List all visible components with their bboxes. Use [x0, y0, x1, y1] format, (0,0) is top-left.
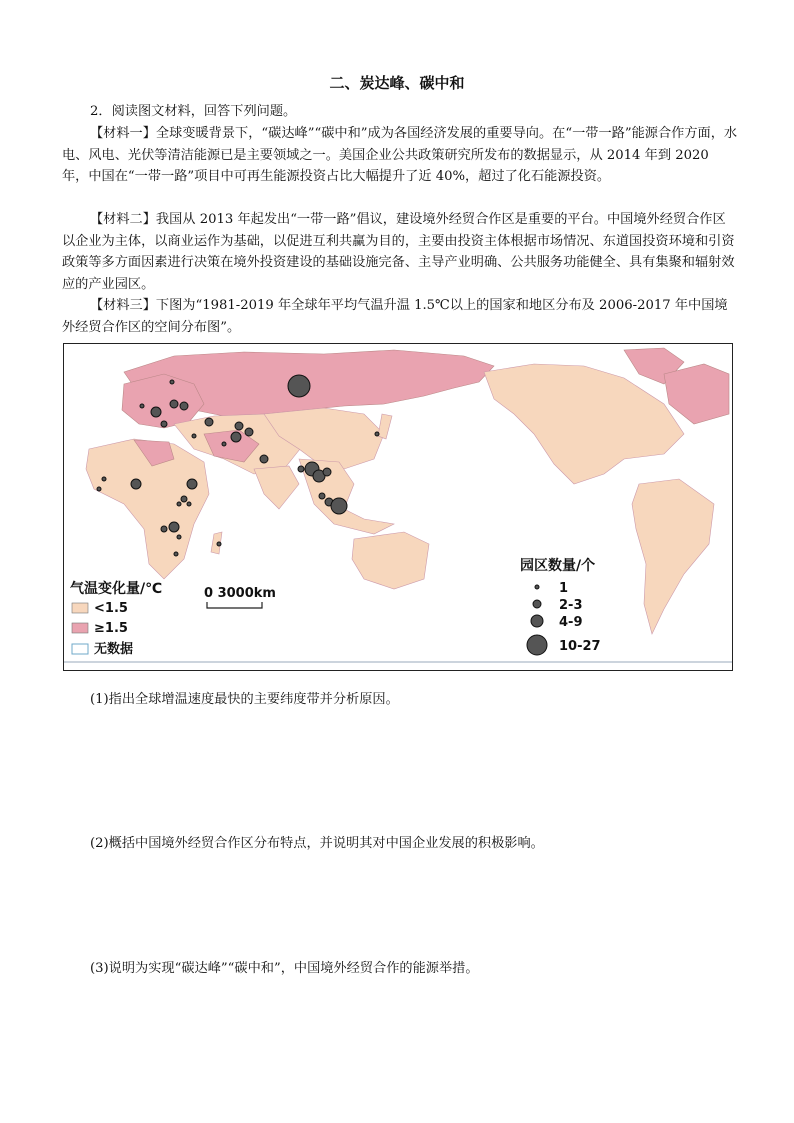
legend-park-label-3: 4-9	[559, 615, 583, 630]
section-title: 二、炭达峰、碳中和	[329, 74, 465, 92]
material-three: 【材料三】下图为“1981-2019 年全球年平均气温升温 1.5℃以上的国家和地区分布及 2006-2017 年中国境外经贸合作区的空间分布图”。	[62, 298, 728, 335]
park-dot	[161, 421, 167, 427]
park-dot	[375, 432, 379, 436]
park-dot	[260, 455, 268, 463]
japan-region	[378, 414, 392, 439]
material-one: 【材料一】全球变暖背景下，“碳达峰”“碳中和”成为各国经济发展的重要导向。在“一带一路”能源合作方面，水电、风电、光伏等清洁能源已是主要领域之一。美国企业公共政策研究所发布的数据显示，从 2014 年到 2020 年，中国在“一带一路”项目中可再生能源投资占比大幅提升了近 40%，超过了化石能源投资。	[62, 126, 738, 184]
north-america-region	[484, 364, 684, 484]
park-dot	[102, 477, 106, 481]
legend-park-label-1: 1	[559, 581, 569, 596]
park-dot	[319, 493, 325, 499]
legend-nodata-swatch	[72, 644, 88, 654]
south-america-region	[632, 479, 714, 634]
park-dot	[140, 404, 144, 408]
park-dot	[288, 375, 310, 397]
legend-park-label-4: 10-27	[559, 639, 601, 654]
park-dot	[180, 402, 188, 410]
park-dot	[174, 552, 178, 556]
park-dot	[187, 479, 197, 489]
legend-low-swatch	[72, 603, 88, 613]
scale-label: 0 3000km	[204, 586, 276, 601]
park-dot	[169, 522, 179, 532]
question-2: (2)概括中国境外经贸合作区分布特点，并说明其对中国企业发展的积极影响。	[90, 836, 544, 851]
legend-high-label: ≥1.5	[94, 621, 128, 636]
park-dot	[97, 487, 101, 491]
question-intro: 2．阅读图文材料，回答下列问题。	[90, 104, 297, 119]
park-dot	[235, 422, 243, 430]
material-two: 【材料二】我国从 2013 年起发出“一带一路”倡议，建设境外经贸合作区是重要的平台。中国境外经贸合作区以企业为主体，以商业运作为基础，以促进互利共赢为目的，主要由投资主体根据市场情况、东道国投资环境和引资政策等多方面因素进行决策在境外投资建设的基础设施完备、主导产业明确、公共服务功能健全、具有集聚和辐射效应的产业园区。	[62, 212, 735, 292]
legend-park-size-3	[531, 615, 543, 627]
park-dot	[323, 468, 331, 476]
canada-east-region	[664, 364, 729, 424]
park-dot	[170, 400, 178, 408]
legend-park-size-1	[535, 585, 539, 589]
legend-parks-title: 园区数量/个	[520, 558, 596, 574]
legend-low-label: <1.5	[94, 601, 128, 616]
park-dot	[222, 442, 226, 446]
park-dot	[131, 479, 141, 489]
world-map-figure	[63, 343, 733, 671]
scale-bar	[207, 602, 262, 608]
park-dot	[161, 526, 167, 532]
park-dot	[192, 434, 196, 438]
park-dot	[187, 502, 191, 506]
park-dot	[217, 542, 221, 546]
park-dot	[205, 418, 213, 426]
park-dot	[181, 496, 187, 502]
park-dot	[151, 407, 161, 417]
australia-region	[352, 532, 429, 589]
legend-high-swatch	[72, 623, 88, 633]
legend-park-size-4	[527, 635, 547, 655]
park-dot	[170, 380, 174, 384]
world-map	[64, 344, 732, 670]
legend-temp-title: 气温变化量/℃	[70, 581, 163, 597]
legend-park-size-2	[533, 600, 541, 608]
question-1: (1)指出全球增温速度最快的主要纬度带并分析原因。	[90, 692, 399, 707]
park-dot	[298, 466, 304, 472]
legend-park-label-2: 2-3	[559, 598, 583, 613]
legend-nodata-label: 无数据	[94, 642, 134, 657]
park-dot	[231, 432, 241, 442]
park-dot	[177, 502, 181, 506]
question-3: (3)说明为实现“碳达峰”“碳中和”，中国境外经贸合作的能源举措。	[90, 961, 479, 976]
park-dot	[177, 535, 181, 539]
india-region	[254, 466, 299, 509]
park-dot	[245, 428, 253, 436]
park-dot	[331, 498, 347, 514]
